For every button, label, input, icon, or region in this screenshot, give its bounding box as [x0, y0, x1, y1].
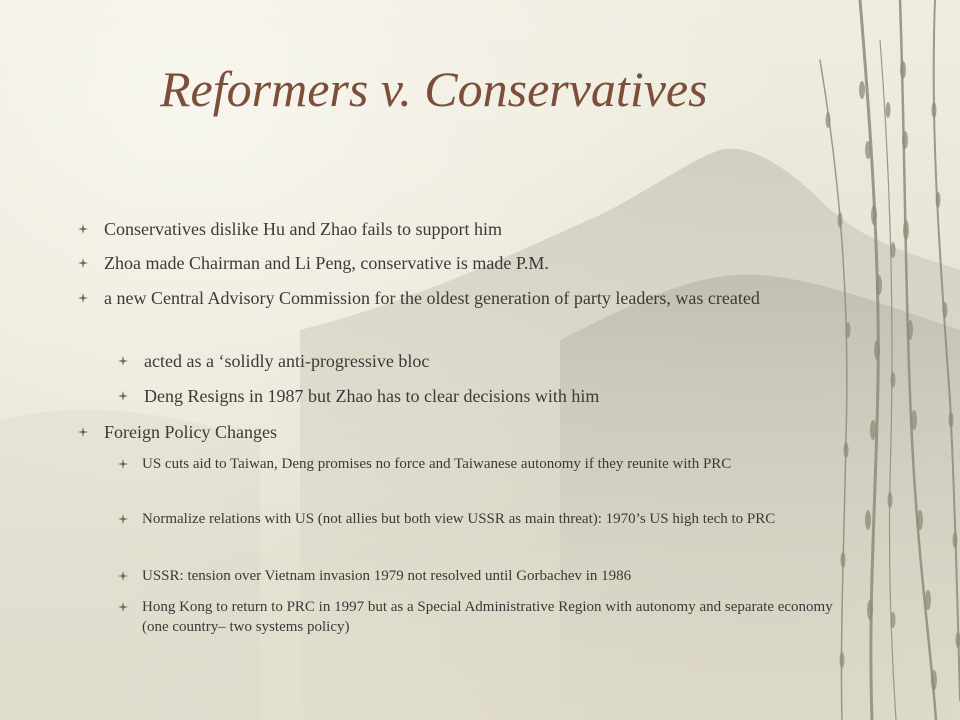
bullet-item — [78, 218, 898, 240]
four-point-star-bullet-icon — [118, 514, 128, 524]
bullet-text: Normalize relations with US (not allies but both view USSR as main threat): 1970’s US high tech to PRC — [142, 511, 776, 527]
four-point-star-bullet-icon — [118, 356, 128, 366]
bullet-item — [118, 597, 858, 637]
bullet-item — [78, 421, 878, 443]
four-point-star-bullet-icon — [78, 293, 88, 303]
bullet-text: Conservatives dislike Hu and Zhao fails to support him — [104, 219, 502, 239]
four-point-star-bullet-icon — [118, 571, 128, 581]
bullet-item — [118, 566, 878, 586]
bullet-item — [118, 350, 878, 372]
four-point-star-bullet-icon — [78, 427, 88, 437]
bullet-text: acted as a ‘solidly anti-progressive bloc — [144, 351, 430, 371]
bullet-text: Deng Resigns in 1987 but Zhao has to clear decisions with him — [144, 386, 600, 406]
bullet-text: Hong Kong to return to PRC in 1997 but as a Special Administrative Region with autonomy and separate economy (one country– two systems policy) — [142, 599, 833, 635]
bullet-item — [118, 509, 858, 529]
bullet-item — [118, 385, 878, 407]
four-point-star-bullet-icon — [78, 224, 88, 234]
bullet-text: a new Central Advisory Commission for the oldest generation of party leaders, was created — [104, 288, 760, 308]
four-point-star-bullet-icon — [118, 391, 128, 401]
slide-title: Reformers v. Conservatives — [160, 61, 708, 117]
bullet-text: USSR: tension over Vietnam invasion 1979 not resolved until Gorbachev in 1986 — [142, 568, 632, 584]
bullet-text: Foreign Policy Changes — [104, 422, 277, 442]
bullet-item — [78, 252, 898, 274]
bullet-text: US cuts aid to Taiwan, Deng promises no force and Taiwanese autonomy if they reunite with PRC — [142, 456, 732, 472]
four-point-star-bullet-icon — [118, 459, 128, 469]
four-point-star-bullet-icon — [78, 258, 88, 268]
bullet-item — [78, 287, 878, 309]
four-point-star-bullet-icon — [118, 602, 128, 612]
bullet-item — [118, 454, 858, 474]
bullet-text: Zhoa made Chairman and Li Peng, conservative is made P.M. — [104, 253, 549, 273]
